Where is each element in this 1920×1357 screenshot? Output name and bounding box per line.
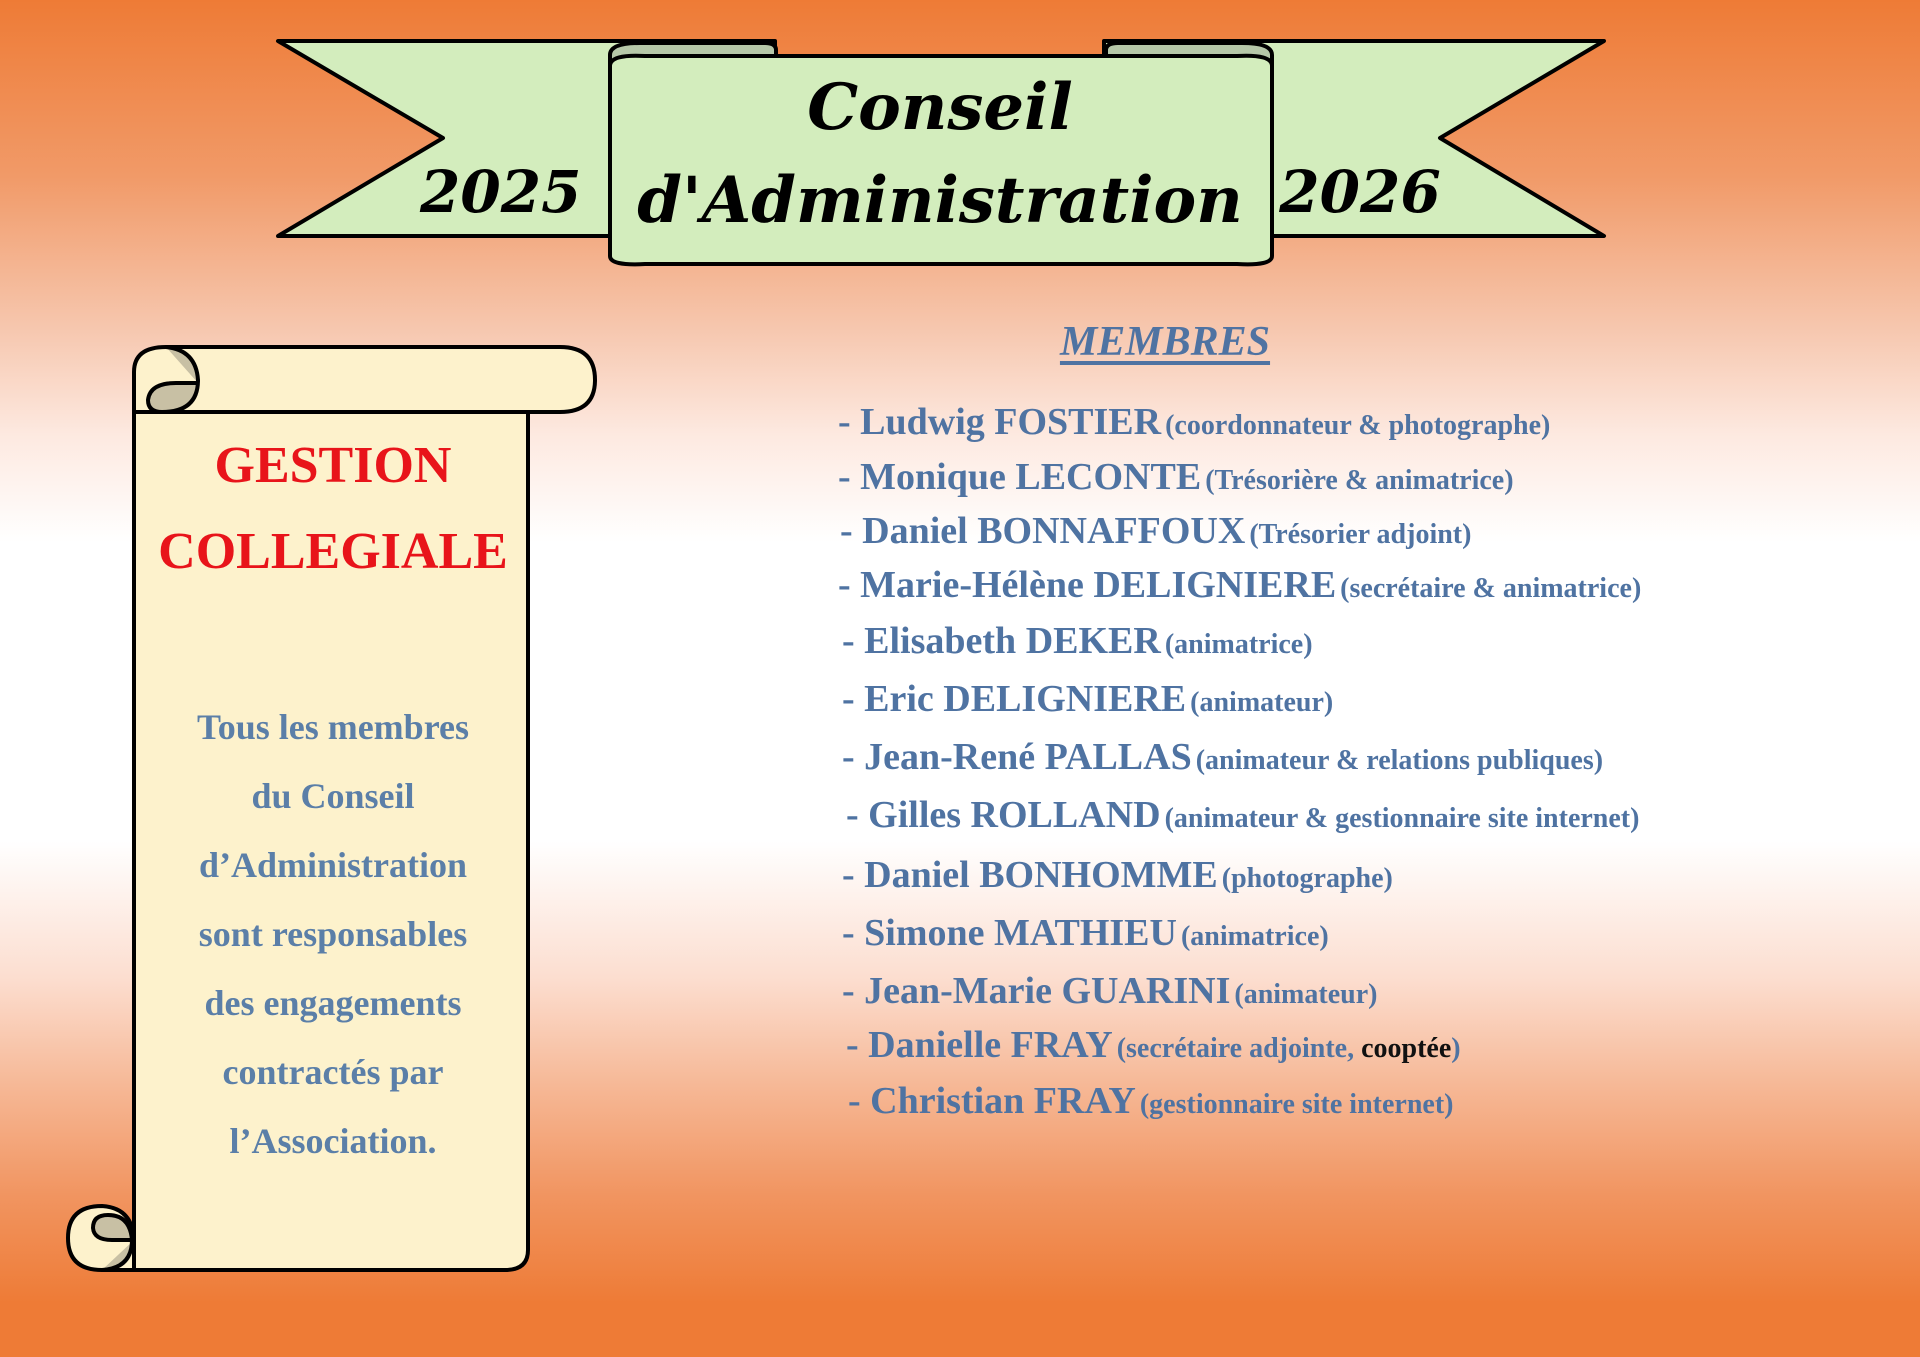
member-name: Jean-René PALLAS bbox=[864, 736, 1192, 778]
banner-title-line1: Conseil bbox=[807, 70, 1073, 145]
banner-title-line2: d'Administration bbox=[637, 163, 1243, 238]
member-item: - Eric DELIGNIERE (animateur) bbox=[842, 678, 1334, 720]
member-role: (animateur & gestionnaire site internet) bbox=[1164, 803, 1640, 834]
member-name: Monique LECONTE bbox=[860, 456, 1202, 498]
scroll-text-line: l’Association. bbox=[229, 1121, 437, 1161]
member-name: Daniel BONNAFFOUX bbox=[862, 510, 1246, 552]
year-start: 2025 bbox=[420, 158, 582, 226]
member-item: - Monique LECONTE (Trésorière & animatrice) bbox=[838, 456, 1514, 498]
member-role: (animateur) bbox=[1234, 979, 1378, 1010]
scroll-heading-line1: GESTION bbox=[214, 437, 452, 494]
member-role: (secrétaire adjointe, bbox=[1116, 1033, 1362, 1064]
member-name: Christian FRAY bbox=[870, 1080, 1136, 1122]
members-heading: MEMBRES bbox=[1059, 319, 1271, 365]
member-role: (Trésorière & animatrice) bbox=[1205, 465, 1514, 496]
member-item: - Gilles ROLLAND (animateur & gestionnaire site internet) bbox=[846, 794, 1640, 836]
member-role-highlight: cooptée bbox=[1361, 1033, 1452, 1064]
member-role: (animateur) bbox=[1190, 687, 1334, 718]
scroll-heading-line2: COLLEGIALE bbox=[158, 523, 508, 580]
member-item: - Daniel BONNAFFOUX (Trésorier adjoint) bbox=[840, 510, 1472, 552]
scroll-text-line: contractés par bbox=[222, 1052, 444, 1092]
scroll-text-line: du Conseil bbox=[251, 776, 415, 816]
year-end: 2026 bbox=[1279, 158, 1441, 226]
scroll-text-line: Tous les membres bbox=[196, 707, 470, 747]
member-item: - Marie-Hélène DELIGNIERE (secrétaire & animatrice) bbox=[838, 564, 1642, 606]
member-item: - Danielle FRAY (secrétaire adjointe, cooptée) bbox=[846, 1024, 1461, 1066]
member-role: (photographe) bbox=[1221, 863, 1393, 894]
member-role: (secrétaire & animatrice) bbox=[1340, 573, 1642, 604]
member-name: Simone MATHIEU bbox=[864, 912, 1177, 954]
member-name: Marie-Hélène DELIGNIERE bbox=[860, 564, 1337, 606]
member-role: (animatrice) bbox=[1180, 921, 1329, 952]
scroll-top-roll bbox=[134, 347, 595, 412]
member-role: (Trésorier adjoint) bbox=[1249, 519, 1472, 550]
member-name: Danielle FRAY bbox=[868, 1024, 1113, 1066]
member-role: (coordonnateur & photographe) bbox=[1165, 410, 1551, 441]
member-item: - Simone MATHIEU (animatrice) bbox=[842, 912, 1329, 954]
member-item: - Jean-Marie GUARINI (animateur) bbox=[842, 970, 1378, 1012]
member-name: Gilles ROLLAND bbox=[868, 794, 1161, 836]
member-item: - Christian FRAY (gestionnaire site internet) bbox=[848, 1080, 1454, 1122]
member-role: (animatrice) bbox=[1164, 629, 1313, 660]
member-name: Ludwig FOSTIER bbox=[860, 401, 1162, 443]
member-name: Elisabeth DEKER bbox=[864, 620, 1161, 662]
member-item: - Daniel BONHOMME (photographe) bbox=[842, 854, 1393, 896]
member-role: (gestionnaire site internet) bbox=[1139, 1089, 1454, 1120]
member-item: - Jean-René PALLAS (animateur & relations publiques) bbox=[842, 736, 1604, 778]
member-role: (animateur & relations publiques) bbox=[1195, 745, 1604, 776]
member-name: Daniel BONHOMME bbox=[864, 854, 1218, 896]
member-name: Jean-Marie GUARINI bbox=[864, 970, 1231, 1012]
scroll-body-text bbox=[128, 693, 538, 1176]
member-item: - Ludwig FOSTIER (coordonnateur & photographe) bbox=[838, 401, 1551, 443]
scroll-text-line: sont responsables bbox=[198, 914, 468, 954]
scroll-text-line: des engagements bbox=[204, 983, 462, 1023]
member-item: - Elisabeth DEKER (animatrice) bbox=[842, 620, 1313, 662]
member-name: Eric DELIGNIERE bbox=[864, 678, 1187, 720]
scroll-text-line: d’Administration bbox=[198, 845, 468, 885]
